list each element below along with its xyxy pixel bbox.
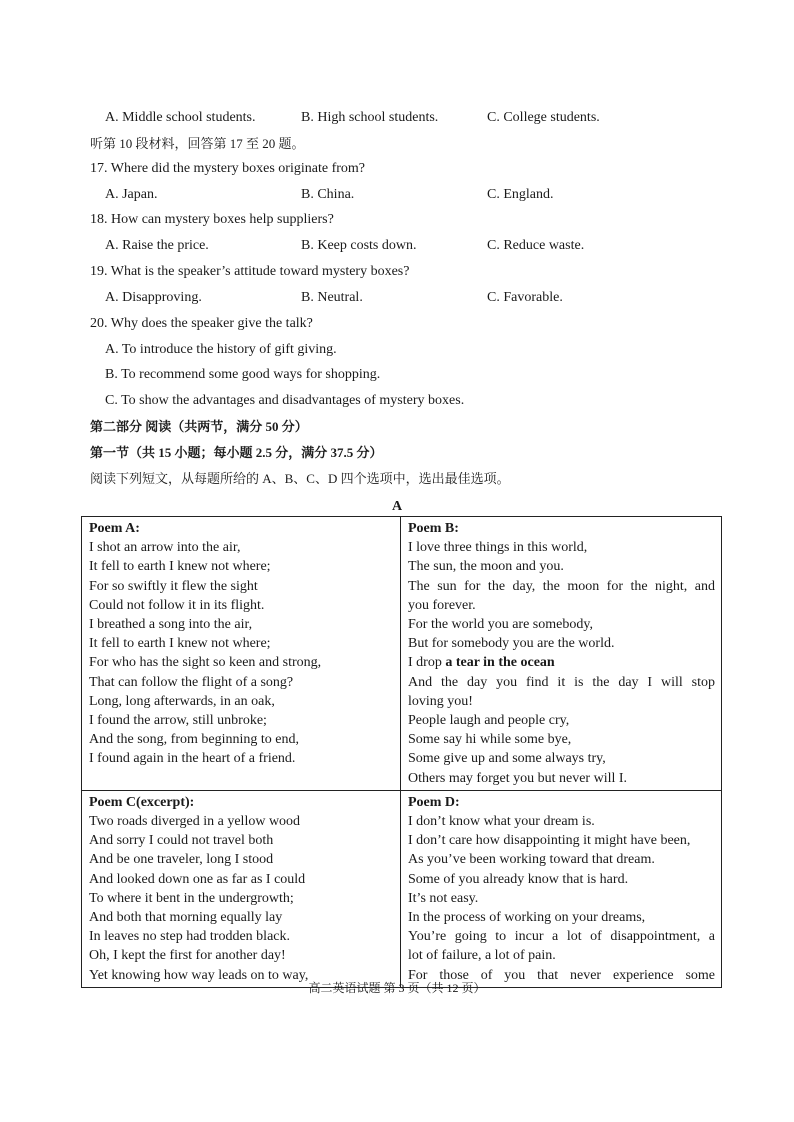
poem-line: It’s not easy.: [408, 890, 479, 906]
poem-line: Some say hi while some bye,: [408, 732, 572, 748]
q20-option-c: C. To show the advantages and disadvantages of mystery boxes.: [105, 393, 465, 408]
q17-stem: 17. Where did the mystery boxes originate from?: [90, 161, 365, 176]
section1-heading: 第一节（共 15 小题；每小题 2.5 分，满分 37.5 分）: [90, 445, 383, 460]
poem-b-title: Poem B:: [408, 521, 459, 536]
poem-c-title: Poem C(excerpt):: [89, 794, 195, 810]
poem-line: The sun, the moon and you.: [408, 559, 564, 575]
poem-line: I don’t care how disappointing it might have been,: [408, 833, 691, 849]
poem-b-cell: [401, 517, 722, 791]
poem-line: And looked down one as far as I could: [89, 871, 306, 887]
q18-option-c: C. Reduce waste.: [487, 238, 585, 253]
poem-bold-phrase: a tear in the ocean: [445, 655, 555, 671]
poem-line-text: I drop: [408, 655, 446, 671]
poem-line: Oh, I kept the first for another day!: [89, 948, 286, 964]
poem-d-title: Poem D:: [408, 794, 460, 810]
reading-instruction: 阅读下列短文，从每题所给的 A、B、C、D 四个选项中，选出最佳选项。: [90, 471, 510, 486]
poem-line: I don’t know what your dream is.: [408, 814, 595, 830]
poem-line: I found again in the heart of a friend.: [89, 751, 296, 767]
section10-instruction: 听第 10 段材料，回答第 17 至 20 题。: [90, 136, 305, 151]
poem-d-cell: [401, 790, 722, 987]
poem-line: I shot an arrow into the air,: [89, 540, 241, 556]
poem-line: It fell to earth I knew not where;: [89, 559, 271, 575]
part2-heading: 第二部分 阅读（共两节，满分 50 分）: [90, 419, 308, 434]
q20-stem: 20. Why does the speaker give the talk?: [90, 316, 313, 331]
poem-line: And the song, from beginning to end,: [89, 732, 299, 748]
q19-stem: 19. What is the speaker’s attitude toward mystery boxes?: [90, 264, 410, 279]
poems-table: [81, 516, 722, 988]
poem-line: In the process of working on your dreams,: [408, 910, 646, 926]
poem-line: Could not follow it in its flight.: [89, 597, 265, 613]
poem-line: And both that morning equally lay: [89, 910, 283, 926]
poem-line: That can follow the flight of a song?: [89, 674, 294, 690]
page-footer: 高二英语试题 第 3 页（共 12 页）: [308, 981, 486, 995]
q17-option-c: C. England.: [487, 187, 554, 202]
poem-a-title: Poem A:: [89, 521, 140, 536]
poem-line: lot of failure, a lot of pain.: [408, 948, 556, 964]
poem-line: To where it bent in the undergrowth;: [89, 890, 294, 906]
poem-line: But for somebody you are the world.: [408, 636, 615, 652]
poem-line: Long, long afterwards, in an oak,: [89, 693, 275, 709]
poem-a-cell: [82, 517, 401, 791]
q19-option-c: C. Favorable.: [487, 290, 563, 305]
q18-stem: 18. How can mystery boxes help suppliers?: [90, 212, 334, 227]
poem-line: For the world you are somebody,: [408, 617, 593, 633]
poem-c-cell: [82, 790, 401, 987]
poem-line: Others may forget you but never will I.: [408, 770, 628, 786]
q16-option-c: C. College students.: [487, 110, 600, 125]
poem-line: For who has the sight so keen and strong,: [89, 655, 322, 671]
poem-line: People laugh and people cry,: [408, 713, 570, 729]
poem-line: I breathed a song into the air,: [89, 617, 253, 633]
poem-line: You’re going to incur a lot of disappointment, a: [408, 929, 715, 945]
q17-option-b: B. China.: [301, 187, 355, 202]
q18-option-a: A. Raise the price.: [105, 238, 209, 253]
q20-option-a: A. To introduce the history of gift giving.: [105, 342, 337, 357]
poem-line: loving you!: [408, 693, 473, 709]
poem-line: Some of you already know that is hard.: [408, 871, 629, 887]
poem-line: you forever.: [408, 597, 476, 613]
passage-label: A: [391, 499, 403, 514]
poem-line: It fell to earth I knew not where;: [89, 636, 271, 652]
poem-line: For so swiftly it flew the sight: [89, 578, 258, 594]
poem-line: As you’ve been working toward that dream.: [408, 852, 655, 868]
poem-line: The sun for the day, the moon for the night, and: [408, 578, 715, 594]
q20-option-b: B. To recommend some good ways for shopping.: [105, 367, 381, 382]
q16-option-a: A. Middle school students.: [105, 110, 256, 125]
poem-line: For those of you that never experience some: [408, 967, 715, 983]
poem-line: I love three things in this world,: [408, 540, 588, 556]
poem-line: Two roads diverged in a yellow wood: [89, 814, 301, 830]
q19-option-b: B. Neutral.: [301, 290, 363, 305]
poem-line: Yet knowing how way leads on to way,: [89, 967, 309, 983]
q16-option-b: B. High school students.: [301, 110, 439, 125]
poem-line: In leaves no step had trodden black.: [89, 929, 290, 945]
q17-option-a: A. Japan.: [105, 187, 158, 202]
poem-line: And sorry I could not travel both: [89, 833, 274, 849]
poem-line: And be one traveler, long I stood: [89, 852, 274, 868]
poem-line-tear: [408, 653, 715, 672]
poem-line: Some give up and some always try,: [408, 751, 606, 767]
poem-line: And the day you find it is the day I will stop: [408, 674, 715, 690]
poem-line: I found the arrow, still unbroke;: [89, 713, 267, 729]
q19-option-a: A. Disapproving.: [105, 290, 202, 305]
q18-option-b: B. Keep costs down.: [301, 238, 417, 253]
